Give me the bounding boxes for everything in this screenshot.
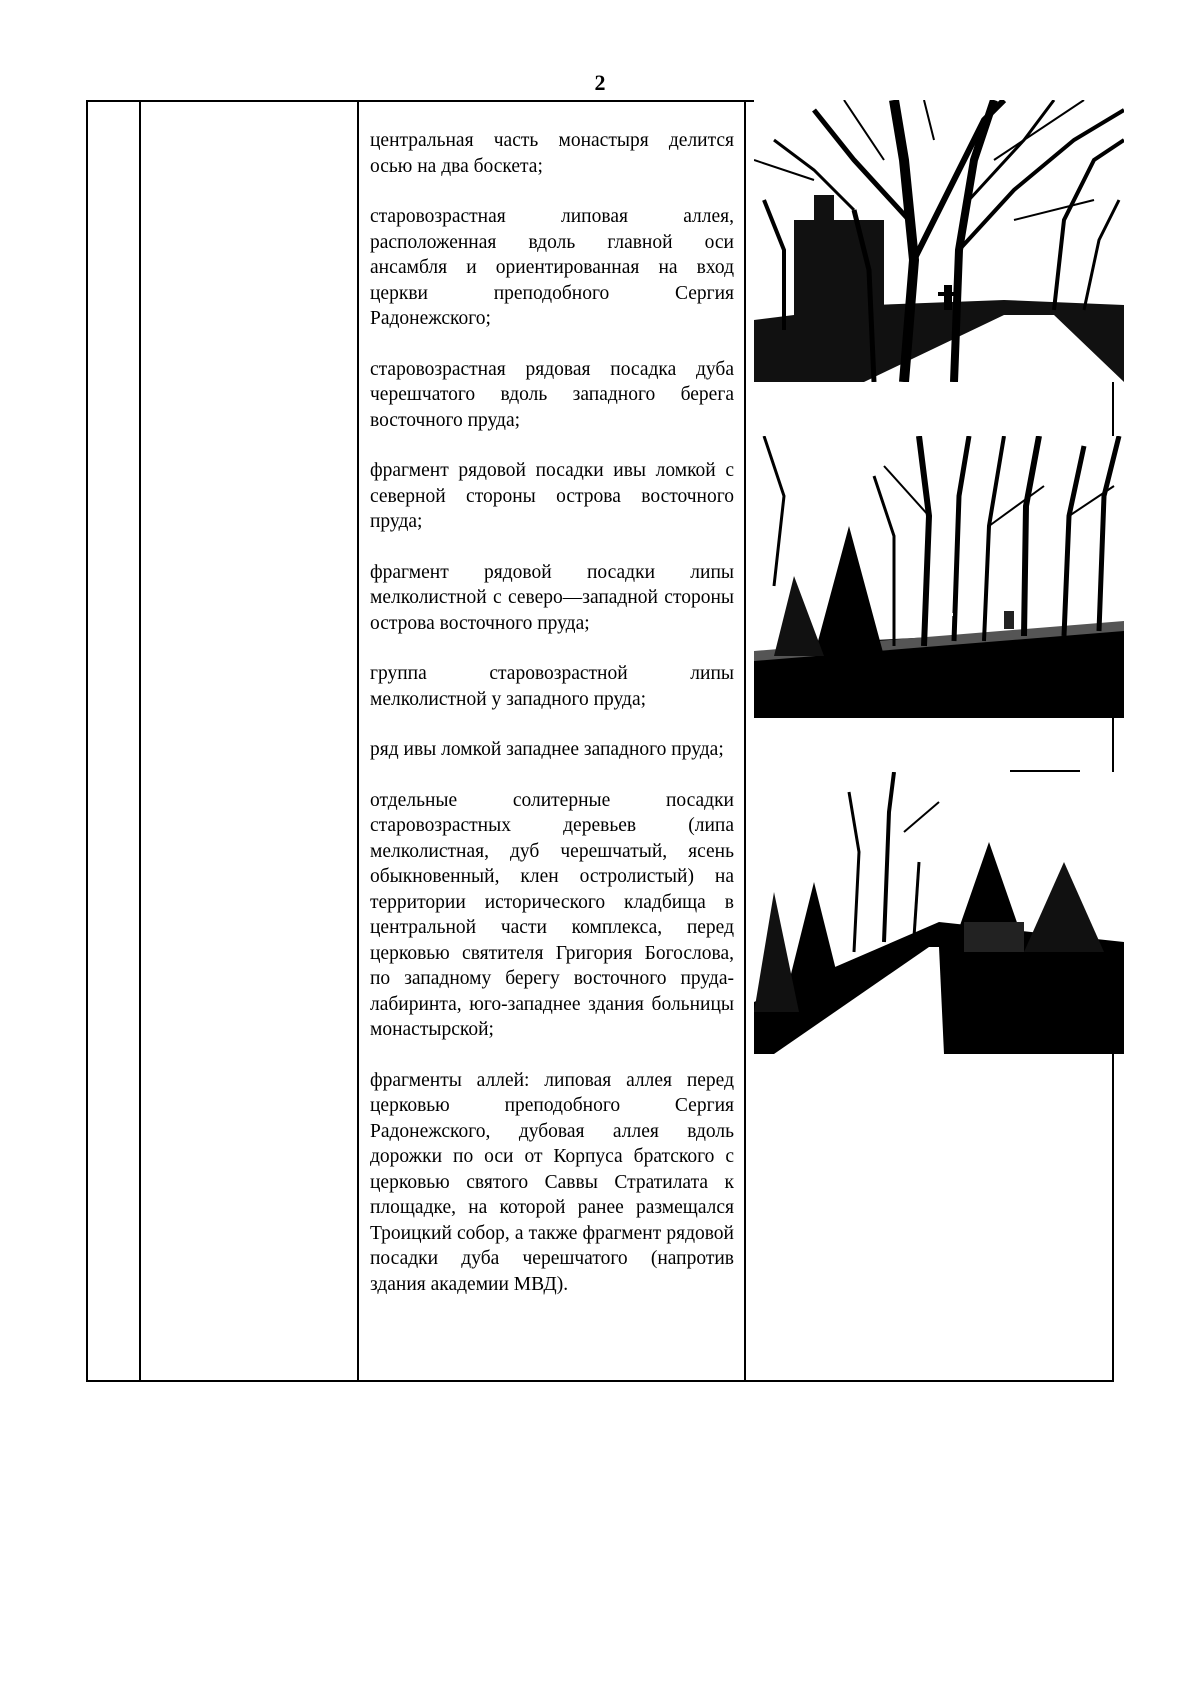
paragraph-6: группа старовозрастной липы мелколистной у западного пруда; [370,663,734,710]
paragraph-7: ряд ивы ломкой западнее западного пруда; [370,739,724,760]
column-divider-3 [744,100,746,1382]
photo-cemetery [754,436,1124,718]
column-divider-1 [139,100,141,1382]
paragraph-8: отдельные солитерные посадки старовозрастных деревьев (липа мелколистная, дуб черешчатый, ясень обыкновенный, клен остролистый) на территории исторического кладбища в центральной части комплекса, перед церковью святителя Григория Богослова, по западному берегу восточного пруда-лабиринта, юго-западнее здания больницы монастырской; [370,789,734,1040]
photo-alley [754,100,1124,382]
edge-mark-3 [1010,770,1080,772]
paragraph-9: фрагменты аллей: липовая аллея перед церковью преподобного Сергия Радонежского, дубовая аллея вдоль дорожки по оси от Корпуса братского с церковью святого Саввы Стратилата к площадке, на которой ранее размещался Троицкий собор, а также фрагмент рядовой посадки дуба черешчатого (напротив здания академии МВД). [370,1069,734,1295]
paragraph-3: старовозрастная рядовая посадка дуба черешчатого вдоль западного берега восточного пруда; [370,358,734,431]
paragraph-2: старовозрастная липовая аллея, расположенная вдоль главной оси ансамбля и ориентированная на вход церкви преподобного Сергия Радонежского; [370,206,734,329]
edge-mark-1 [1112,382,1114,436]
edge-mark-2 [1112,718,1114,772]
page-number: 2 [594,70,606,95]
paragraph-1: центральная часть монастыря делится осью на два боскета; [370,130,734,177]
paragraph-4: фрагмент рядовой посадки ивы ломкой с северной стороны острова восточного пруда; [370,460,734,532]
photo-path [754,772,1124,1054]
description-column [370,128,734,1297]
paragraph-5: фрагмент рядовой посадки липы мелколистной с северо—западной стороны острова восточного пруда; [370,561,734,634]
column-divider-2 [357,100,359,1382]
